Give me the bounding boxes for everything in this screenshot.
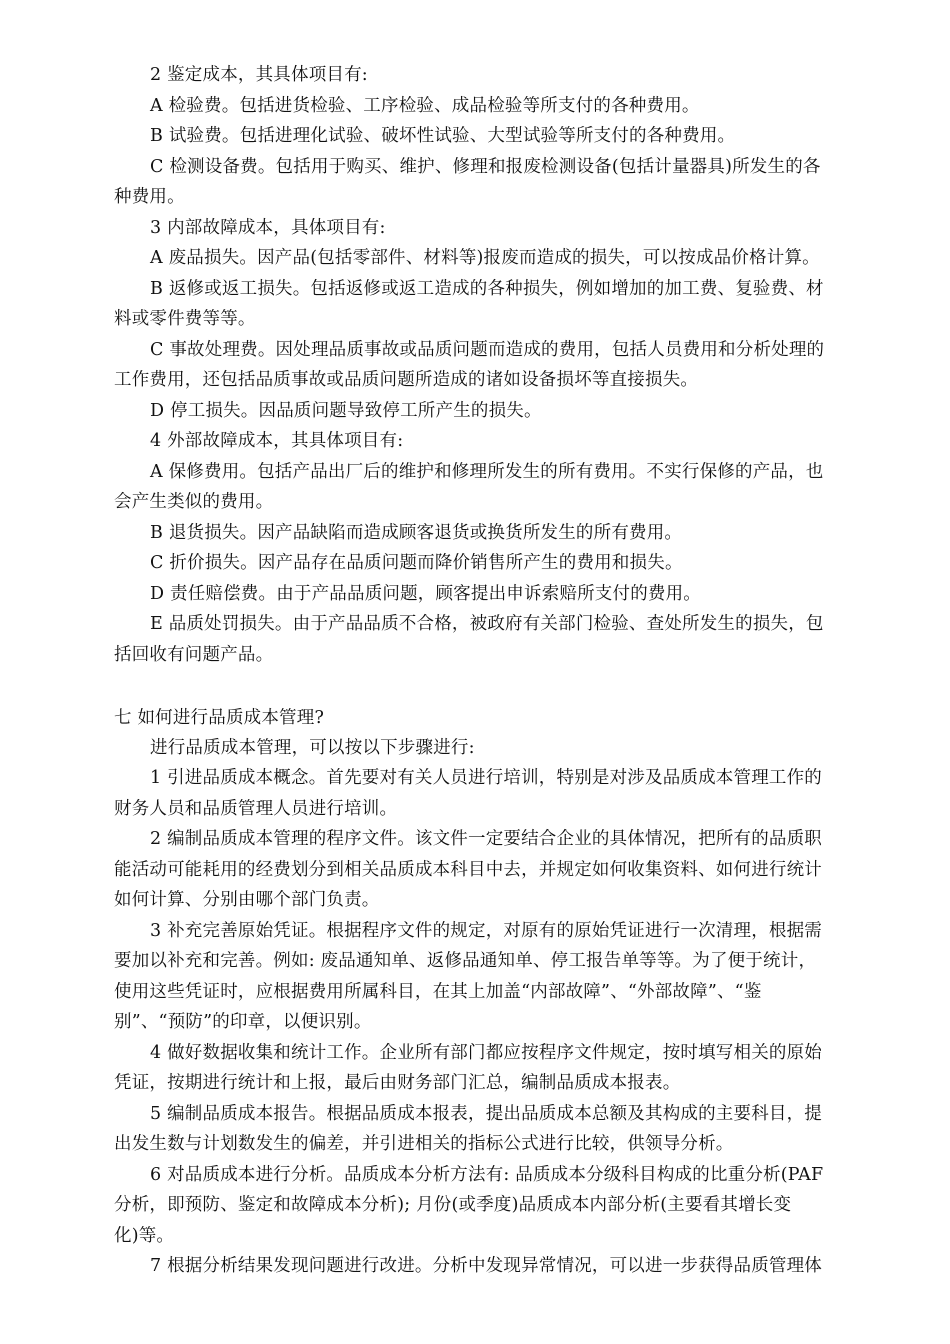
text-line: 要加以补充和完善。例如: 废品通知单、返修品通知单、停工报告单等等。为了便于统计， <box>114 951 817 971</box>
text-line: 种费用。 <box>114 187 185 207</box>
text-line: 3 补充完善原始凭证。根据程序文件的规定，对原有的原始凭证进行一次清理，根据需 <box>150 921 822 941</box>
text-line: 2 鉴定成本，其具体项目有: <box>150 65 368 85</box>
text-line: D 责任赔偿费。由于产品品质问题，顾客提出申诉索赔所支付的费用。 <box>150 584 701 604</box>
text-line: C 事故处理费。因处理品质事故或品质问题而造成的费用，包括人员费用和分析处理的 <box>150 340 825 360</box>
text-line: B 返修或返工损失。包括返修或返工造成的各种损失，例如增加的加工费、复验费、材 <box>150 279 824 299</box>
text-line: 5 编制品质成本报告。根据品质成本报表，提出品质成本总额及其构成的主要科目，提 <box>150 1104 822 1124</box>
text-line: 4 做好数据收集和统计工作。企业所有部门都应按程序文件规定，按时填写相关的原始 <box>150 1043 822 1063</box>
text-line: 3 内部故障成本，具体项目有: <box>150 218 386 238</box>
text-line: 分析，即预防、鉴定和故障成本分析); 月份(或季度)品质成本内部分析(主要看其增长变 <box>114 1195 792 1215</box>
text-line: A 废品损失。因产品(包括零部件、材料等)报废而造成的损失，可以按成品价格计算。 <box>150 248 820 268</box>
text-line: 料或零件费等等。 <box>114 309 256 329</box>
text-line: A 保修费用。包括产品出厂后的维护和修理所发生的所有费用。不实行保修的产品，也 <box>150 462 824 482</box>
text-line: C 折价损失。因产品存在品质问题而降价销售所产生的费用和损失。 <box>150 553 683 573</box>
text-line: 化)等。 <box>114 1226 175 1246</box>
text-line: 工作费用，还包括品质事故或品质问题所造成的诸如设备损坏等直接损失。 <box>114 370 699 390</box>
text-line: 7 根据分析结果发现问题进行改进。分析中发现异常情况，可以进一步获得品质管理体 <box>150 1256 822 1276</box>
text-line: 会产生类似的费用。 <box>114 492 274 512</box>
text-line: B 退货损失。因产品缺陷而造成顾客退货或换货所发生的所有费用。 <box>150 523 683 543</box>
text-line: E 品质处罚损失。由于产品品质不合格，被政府有关部门检验、查处所发生的损失，包 <box>150 614 824 634</box>
text-line: C 检测设备费。包括用于购买、维护、修理和报废检测设备(包括计量器具)所发生的各 <box>150 157 821 177</box>
text-line: 别”、“预防”的印章，以便识别。 <box>114 1012 372 1032</box>
text-line: 出发生数与计划数发生的偏差，并引进相关的指标公式进行比较，供领导分析。 <box>114 1134 734 1154</box>
text-line: 使用这些凭证时，应根据费用所属科目，在其上加盖“内部故障”、“外部故障”、“鉴 <box>114 982 762 1002</box>
text-line: 如何计算、分别由哪个部门负责。 <box>114 890 380 910</box>
text-line: 凭证，按期进行统计和上报，最后由财务部门汇总，编制品质成本报表。 <box>114 1073 681 1093</box>
text-line: 6 对品质成本进行分析。品质成本分析方法有: 品质成本分级科目构成的比重分析(PAF <box>150 1165 824 1185</box>
text-line: 4 外部故障成本，其具体项目有: <box>150 431 404 451</box>
text-line: B 试验费。包括进理化试验、破坏性试验、大型试验等所支付的各种费用。 <box>150 126 736 146</box>
text-line: 括回收有问题产品。 <box>114 645 274 665</box>
text-line: 2 编制品质成本管理的程序文件。该文件一定要结合企业的具体情况，把所有的品质职 <box>150 829 822 849</box>
text-line: 1 引进品质成本概念。首先要对有关人员进行培训，特别是对涉及品质成本管理工作的 <box>150 768 822 788</box>
text-line: 财务人员和品质管理人员进行培训。 <box>114 799 398 819</box>
text-line: 能活动可能耗用的经费划分到相关品质成本科目中去，并规定如何收集资料、如何进行统计 <box>114 860 822 880</box>
text-line: D 停工损失。因品质问题导致停工所产生的损失。 <box>150 401 542 421</box>
text-line: 进行品质成本管理，可以按以下步骤进行: <box>150 738 475 758</box>
text-line: A 检验费。包括进货检验、工序检验、成品检验等所支付的各种费用。 <box>150 96 700 116</box>
section-heading: 七 如何进行品质成本管理? <box>114 708 325 728</box>
